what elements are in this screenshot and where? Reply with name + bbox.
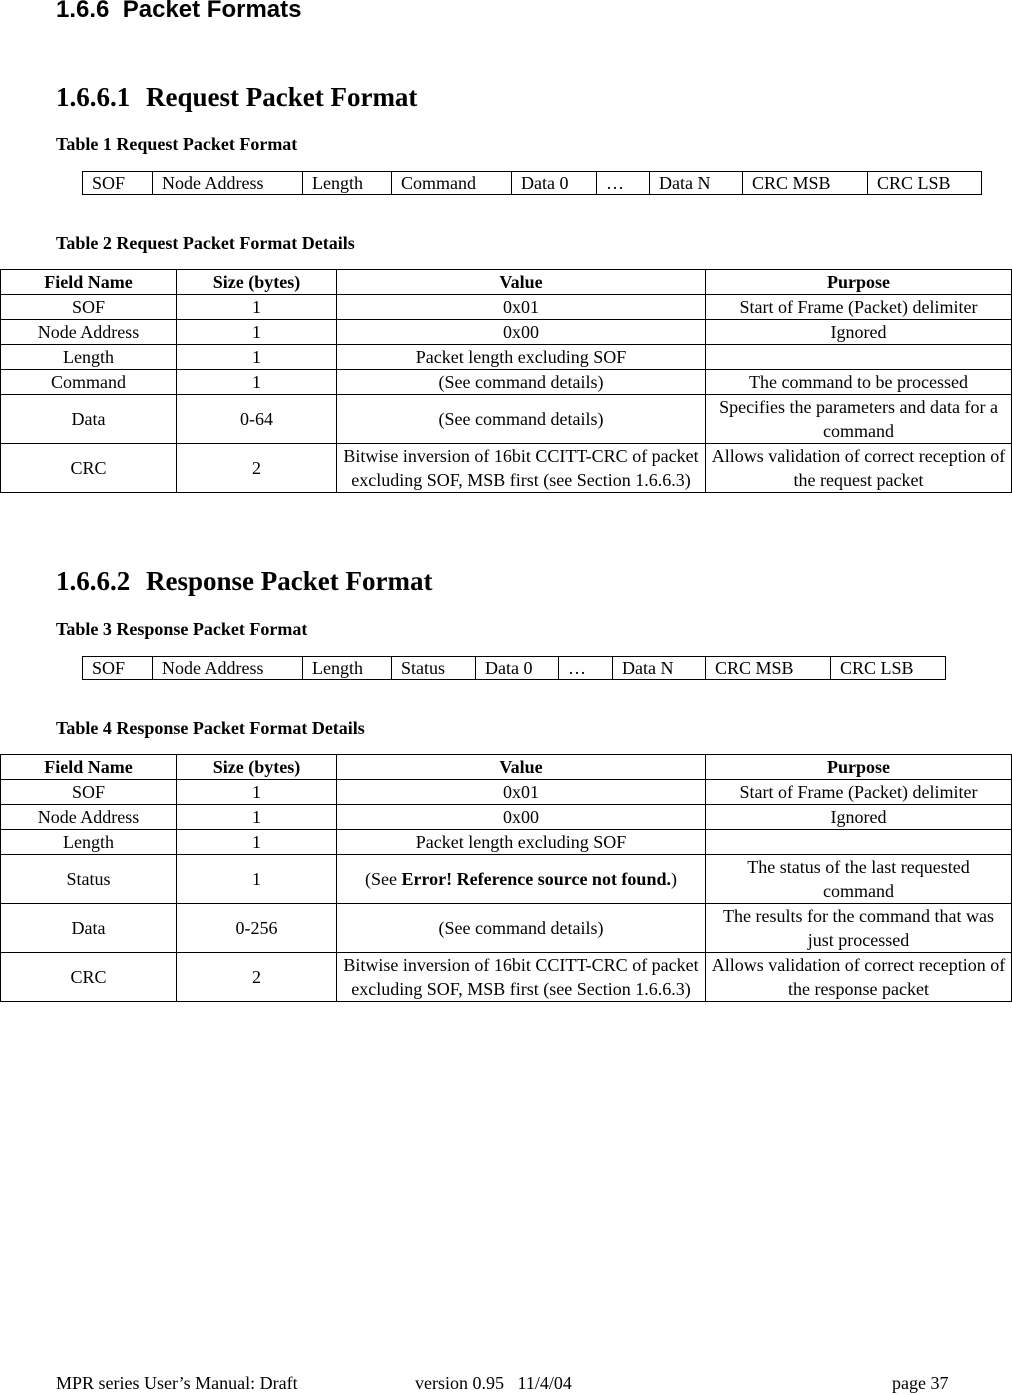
table-row: [1, 780, 1012, 805]
format-cell: SOF: [83, 657, 153, 680]
table-row: [1, 953, 1012, 1002]
column-header: Value: [337, 755, 706, 780]
response-format-caption: Table 3 Response Packet Format: [56, 619, 308, 639]
table-row: [1, 320, 1012, 345]
table-cell: Allows validation of correct reception of the response packet: [706, 953, 1012, 1002]
table-cell: 0x01: [337, 295, 706, 320]
table-cell: [706, 345, 1012, 370]
column-header: Field Name: [1, 755, 177, 780]
table-row: [1, 370, 1012, 395]
table-cell: 1: [177, 370, 337, 395]
table-row: [1, 295, 1012, 320]
table-cell: SOF: [1, 780, 177, 805]
table-cell: Packet length excluding SOF: [337, 345, 706, 370]
table-cell: The status of the last requested command: [706, 855, 1012, 904]
column-header: Size (bytes): [177, 755, 337, 780]
table-row: [83, 172, 982, 195]
table-cell: Data: [1, 904, 177, 953]
column-header: Size (bytes): [177, 270, 337, 295]
table-cell: 0-256: [177, 904, 337, 953]
table-cell: (See command details): [337, 904, 706, 953]
format-cell: CRC LSB: [868, 172, 982, 195]
section-heading: [56, 0, 301, 24]
column-header: Purpose: [706, 755, 1012, 780]
table-row: [1, 444, 1012, 493]
response-heading: [56, 566, 432, 597]
table-cell: Command: [1, 370, 177, 395]
column-header: Field Name: [1, 270, 177, 295]
format-cell: SOF: [83, 172, 153, 195]
table-cell: The results for the command that was just processed: [706, 904, 1012, 953]
table-cell: Length: [1, 345, 177, 370]
format-cell: CRC MSB: [706, 657, 831, 680]
format-cell: …: [597, 172, 650, 195]
table-cell: Start of Frame (Packet) delimiter: [706, 295, 1012, 320]
table-cell: 0x00: [337, 805, 706, 830]
table-cell: 1: [177, 830, 337, 855]
table-cell: Ignored: [706, 320, 1012, 345]
format-cell: Length: [303, 657, 392, 680]
table-cell: 0-64: [177, 395, 337, 444]
table-row: [1, 855, 1012, 904]
format-cell: …: [559, 657, 613, 680]
error-reference: Error! Reference source not found.: [401, 869, 671, 889]
table-cell: (See command details): [337, 370, 706, 395]
format-cell: Status: [392, 657, 476, 680]
table-header-row: [1, 270, 1012, 295]
status-value-suffix: ): [670, 869, 677, 889]
format-cell: Node Address: [153, 172, 303, 195]
table-header-row: [1, 755, 1012, 780]
request-heading-title: Request Packet Format: [146, 82, 418, 112]
format-cell: Data 0: [476, 657, 559, 680]
table-cell: [706, 830, 1012, 855]
section-number: 1.6.6: [56, 0, 110, 23]
table-cell: (See command details): [337, 395, 706, 444]
request-format-caption: Table 1 Request Packet Format: [56, 134, 298, 154]
table-row: [1, 830, 1012, 855]
table-cell: Bitwise inversion of 16bit CCITT-CRC of packet excluding SOF, MSB first (see Section 1.6.6.3): [337, 953, 706, 1002]
footer-manual-title: MPR series User’s Manual: Draft: [56, 1373, 298, 1393]
table-cell: 1: [177, 805, 337, 830]
format-cell: CRC MSB: [743, 172, 868, 195]
format-cell: Data N: [650, 172, 743, 195]
format-cell: Length: [303, 172, 392, 195]
table-cell: 1: [177, 320, 337, 345]
status-value-cell: [337, 855, 706, 904]
request-format-table: [82, 171, 982, 195]
table-cell: SOF: [1, 295, 177, 320]
table-cell: 0x01: [337, 780, 706, 805]
table-cell: 1: [177, 855, 337, 904]
table-cell: CRC: [1, 953, 177, 1002]
format-cell: Command: [392, 172, 512, 195]
table-cell: 1: [177, 780, 337, 805]
table-cell: Ignored: [706, 805, 1012, 830]
table-cell: 0x00: [337, 320, 706, 345]
response-format-table: [82, 656, 946, 680]
column-header: Value: [337, 270, 706, 295]
table-row: [1, 395, 1012, 444]
table-cell: Start of Frame (Packet) delimiter: [706, 780, 1012, 805]
format-cell: CRC LSB: [831, 657, 946, 680]
footer-version: version 0.95 11/4/04: [415, 1373, 572, 1393]
table-cell: Packet length excluding SOF: [337, 830, 706, 855]
table-cell: Node Address: [1, 805, 177, 830]
table-cell: Specifies the parameters and data for a command: [706, 395, 1012, 444]
footer-page-number: page 37: [892, 1373, 949, 1393]
format-cell: Node Address: [153, 657, 303, 680]
format-cell: Data N: [613, 657, 706, 680]
section-title: Packet Formats: [122, 0, 302, 23]
table-cell: 1: [177, 295, 337, 320]
page-footer: [56, 1373, 956, 1395]
response-details-table: [0, 754, 1012, 1002]
table-cell: Length: [1, 830, 177, 855]
table-cell: Bitwise inversion of 16bit CCITT-CRC of packet excluding SOF, MSB first (see Section 1.6.6.3): [337, 444, 706, 493]
response-heading-number: 1.6.6.2: [56, 566, 131, 596]
request-details-table: [0, 269, 1012, 493]
table-cell: Status: [1, 855, 177, 904]
table-cell: 2: [177, 444, 337, 493]
table-cell: 2: [177, 953, 337, 1002]
table-cell: CRC: [1, 444, 177, 493]
table-row: [1, 904, 1012, 953]
request-heading: [56, 82, 417, 113]
table-row: [1, 345, 1012, 370]
request-details-caption: Table 2 Request Packet Format Details: [56, 233, 355, 253]
table-cell: Data: [1, 395, 177, 444]
column-header: Purpose: [706, 270, 1012, 295]
table-cell: 1: [177, 345, 337, 370]
status-value-prefix: (See: [365, 869, 402, 889]
format-cell: Data 0: [512, 172, 597, 195]
request-heading-number: 1.6.6.1: [56, 82, 131, 112]
table-cell: Node Address: [1, 320, 177, 345]
table-row: [1, 805, 1012, 830]
table-cell: The command to be processed: [706, 370, 1012, 395]
response-heading-title: Response Packet Format: [146, 566, 433, 596]
table-row: [83, 657, 946, 680]
table-cell: Allows validation of correct reception of the request packet: [706, 444, 1012, 493]
response-details-caption: Table 4 Response Packet Format Details: [56, 718, 365, 738]
